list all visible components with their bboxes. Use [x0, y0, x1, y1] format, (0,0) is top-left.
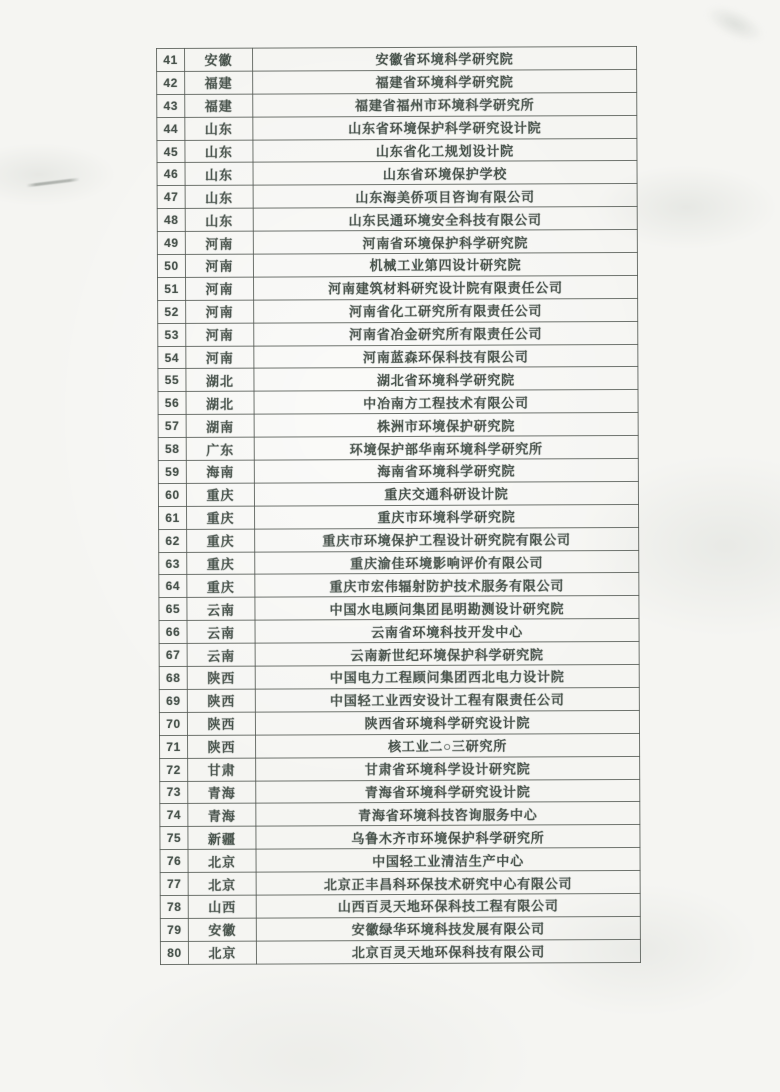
row-number-cell: 65 — [159, 598, 187, 621]
row-number-cell: 49 — [157, 232, 185, 255]
table-row — [157, 115, 637, 140]
table-row — [160, 848, 640, 873]
organization-cell: 山东省环境保护科学研究设计院 — [253, 115, 637, 140]
organization-cell: 安徽省环境科学研究院 — [253, 46, 637, 71]
province-cell: 青海 — [188, 781, 256, 804]
organization-cell: 重庆市环境保护工程设计研究院有限公司 — [255, 527, 639, 552]
organization-cell: 河南省环境保护科学研究院 — [253, 230, 637, 255]
organization-cell: 山东省环境保护学校 — [253, 161, 637, 186]
province-cell: 河南 — [185, 254, 253, 277]
organization-cell: 核工业二○三研究所 — [256, 733, 640, 758]
table-row — [159, 504, 639, 529]
province-cell: 河南 — [185, 231, 253, 254]
row-number-cell: 78 — [160, 895, 188, 918]
province-cell: 河南 — [186, 300, 254, 323]
organization-cell: 中国电力工程顾问集团西北电力设计院 — [255, 664, 639, 689]
organization-cell: 青海省环境科技咨询服务中心 — [256, 802, 640, 827]
table-row — [158, 344, 638, 369]
province-cell: 甘肃 — [188, 758, 256, 781]
table-row — [159, 710, 639, 735]
table-row — [158, 321, 638, 346]
row-number-cell: 61 — [159, 506, 187, 529]
row-number-cell: 77 — [160, 872, 188, 895]
table-row — [157, 138, 637, 163]
province-cell: 河南 — [186, 346, 254, 369]
organization-cell: 云南新世纪环境保护科学研究院 — [255, 642, 639, 667]
row-number-cell: 71 — [160, 735, 188, 758]
organization-cell: 陕西省环境科学研究设计院 — [255, 710, 639, 735]
table-row — [157, 230, 637, 255]
organization-cell: 福建省环境科学研究院 — [253, 69, 637, 94]
province-cell: 北京 — [188, 941, 256, 964]
organization-cell: 福建省福州市环境科学研究所 — [253, 92, 637, 117]
table-row — [159, 664, 639, 689]
row-number-cell: 68 — [159, 666, 187, 689]
organization-cell: 湖北省环境科学研究院 — [254, 367, 638, 392]
row-number-cell: 67 — [159, 644, 187, 667]
organization-cell: 海南省环境科学研究院 — [254, 458, 638, 483]
province-cell: 山东 — [185, 117, 253, 140]
organization-cell: 河南蓝森环保科技有限公司 — [254, 344, 638, 369]
organization-cell: 机械工业第四设计研究院 — [253, 252, 637, 277]
province-cell: 湖北 — [186, 391, 254, 414]
table-row — [160, 756, 640, 781]
province-cell: 福建 — [185, 94, 253, 117]
organization-cell: 北京正丰昌科环保技术研究中心有限公司 — [256, 871, 640, 896]
province-cell: 河南 — [186, 277, 254, 300]
organization-cell: 环境保护部华南环境科学研究所 — [254, 436, 638, 461]
table-row — [159, 527, 639, 552]
row-number-cell: 72 — [160, 758, 188, 781]
row-number-cell: 51 — [158, 277, 186, 300]
table-row — [160, 733, 640, 758]
province-cell: 安徽 — [185, 48, 253, 71]
province-cell: 山东 — [185, 140, 253, 163]
province-cell: 新疆 — [188, 826, 256, 849]
table-row — [160, 825, 640, 850]
table-row — [157, 184, 637, 209]
organization-cell: 重庆交通科研设计院 — [254, 481, 638, 506]
row-number-cell: 52 — [158, 300, 186, 323]
organization-cell: 甘肃省环境科学设计研究院 — [256, 756, 640, 781]
row-number-cell: 79 — [160, 918, 188, 941]
table-row — [158, 298, 638, 323]
row-number-cell: 64 — [159, 575, 187, 598]
row-number-cell: 53 — [158, 323, 186, 346]
table-row — [160, 871, 640, 896]
row-number-cell: 43 — [157, 94, 185, 117]
row-number-cell: 41 — [157, 48, 185, 71]
province-cell: 安徽 — [188, 918, 256, 941]
province-cell: 陕西 — [187, 689, 255, 712]
table-row — [159, 573, 639, 598]
table-row — [159, 596, 639, 621]
row-number-cell: 57 — [158, 415, 186, 438]
organization-cell: 中国水电顾问集团昆明勘测设计研究院 — [255, 596, 639, 621]
row-number-cell: 63 — [159, 552, 187, 575]
province-cell: 北京 — [188, 849, 256, 872]
table-row — [158, 275, 638, 300]
pen-mark-artifact — [26, 178, 80, 187]
table-row — [160, 779, 640, 804]
organization-cell: 山西百灵天地环保科技工程有限公司 — [256, 893, 640, 918]
row-number-cell: 66 — [159, 621, 187, 644]
province-cell: 广东 — [186, 437, 254, 460]
province-cell: 青海 — [188, 804, 256, 827]
row-number-cell: 59 — [158, 460, 186, 483]
province-cell: 湖北 — [186, 369, 254, 392]
scan-smudge — [700, 0, 770, 50]
organization-cell: 北京百灵天地环保科技有限公司 — [256, 939, 640, 964]
row-number-cell: 74 — [160, 804, 188, 827]
table-row — [157, 92, 637, 117]
row-number-cell: 60 — [158, 483, 186, 506]
row-number-cell: 58 — [158, 438, 186, 461]
table-row — [158, 436, 638, 461]
province-cell: 陕西 — [188, 735, 256, 758]
organization-cell: 云南省环境科技开发中心 — [255, 619, 639, 644]
table-row — [157, 46, 637, 71]
organization-cell: 中国轻工业西安设计工程有限责任公司 — [255, 687, 639, 712]
organization-cell: 株洲市环境保护研究院 — [254, 413, 638, 438]
row-number-cell: 45 — [157, 140, 185, 163]
organization-cell: 重庆渝佳环境影响评价有限公司 — [255, 550, 639, 575]
table-row — [158, 390, 638, 415]
province-cell: 重庆 — [187, 506, 255, 529]
row-number-cell: 42 — [157, 71, 185, 94]
province-cell: 福建 — [185, 71, 253, 94]
organization-cell: 重庆市宏伟辐射防护技术服务有限公司 — [255, 573, 639, 598]
province-cell: 山东 — [185, 185, 253, 208]
organization-cell: 中冶南方工程技术有限公司 — [254, 390, 638, 415]
row-number-cell: 70 — [159, 712, 187, 735]
table-row — [158, 458, 638, 483]
province-cell: 山西 — [188, 895, 256, 918]
organization-cell: 重庆市环境科学研究院 — [255, 504, 639, 529]
province-cell: 河南 — [186, 323, 254, 346]
province-cell: 云南 — [187, 643, 255, 666]
table-row — [160, 893, 640, 918]
organization-cell: 河南省化工研究所有限责任公司 — [254, 298, 638, 323]
table-row — [160, 916, 640, 941]
table-row — [160, 802, 640, 827]
row-number-cell: 73 — [160, 781, 188, 804]
table-row — [157, 207, 637, 232]
province-cell: 山东 — [185, 163, 253, 186]
province-cell: 重庆 — [187, 529, 255, 552]
table-row — [158, 413, 638, 438]
row-number-cell: 50 — [157, 254, 185, 277]
row-number-cell: 62 — [159, 529, 187, 552]
table-row — [160, 939, 640, 964]
province-cell: 陕西 — [187, 666, 255, 689]
table-row — [157, 161, 637, 186]
organization-cell: 山东海美侨项目咨询有限公司 — [253, 184, 637, 209]
organization-cell: 乌鲁木齐市环境保护科学研究所 — [256, 825, 640, 850]
row-number-cell: 55 — [158, 369, 186, 392]
province-cell: 湖南 — [186, 414, 254, 437]
province-cell: 北京 — [188, 872, 256, 895]
table-row — [159, 687, 639, 712]
organization-cell: 山东民通环境安全科技有限公司 — [253, 207, 637, 232]
table-body — [157, 46, 641, 964]
province-cell: 云南 — [187, 598, 255, 621]
row-number-cell: 48 — [157, 209, 185, 232]
table-row — [158, 481, 638, 506]
row-number-cell: 76 — [160, 850, 188, 873]
table-row — [159, 550, 639, 575]
province-cell: 陕西 — [187, 712, 255, 735]
organization-cell: 河南省冶金研究所有限责任公司 — [254, 321, 638, 346]
row-number-cell: 47 — [157, 186, 185, 209]
organization-cell: 中国轻工业清洁生产中心 — [256, 848, 640, 873]
organization-cell: 安徽绿华环境科技发展有限公司 — [256, 916, 640, 941]
table-row — [158, 367, 638, 392]
province-cell: 重庆 — [187, 552, 255, 575]
organizations-table — [156, 46, 641, 965]
table-row — [159, 642, 639, 667]
province-cell: 山东 — [185, 208, 253, 231]
row-number-cell: 56 — [158, 392, 186, 415]
row-number-cell: 69 — [159, 689, 187, 712]
row-number-cell: 80 — [160, 941, 188, 964]
province-cell: 云南 — [187, 620, 255, 643]
row-number-cell: 44 — [157, 117, 185, 140]
organization-cell: 山东省化工规划设计院 — [253, 138, 637, 163]
table-row — [157, 252, 637, 277]
organization-cell: 河南建筑材料研究设计院有限责任公司 — [254, 275, 638, 300]
province-cell: 海南 — [186, 460, 254, 483]
province-cell: 重庆 — [186, 483, 254, 506]
table-row — [157, 69, 637, 94]
row-number-cell: 46 — [157, 163, 185, 186]
organization-cell: 青海省环境科学研究设计院 — [256, 779, 640, 804]
province-cell: 重庆 — [187, 575, 255, 598]
table-row — [159, 619, 639, 644]
row-number-cell: 75 — [160, 827, 188, 850]
row-number-cell: 54 — [158, 346, 186, 369]
